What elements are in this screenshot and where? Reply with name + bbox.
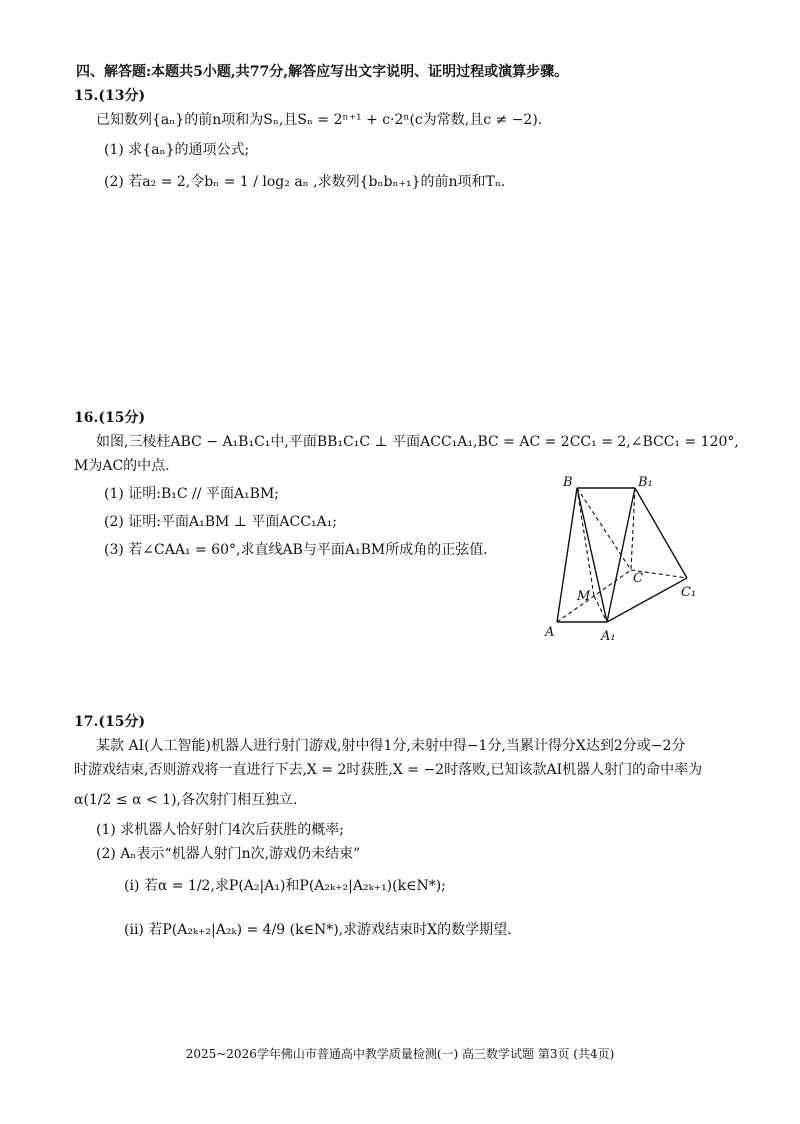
q17-score: (15分) — [98, 714, 146, 730]
edge-B-A — [557, 488, 577, 622]
edge-M-A1 — [594, 596, 607, 622]
q17-stem-line2: 时游戏结束,否则游戏将一直进行下去,X = 2时获胜,X = −2时落败,已知该款AI机器人射门的命中率为 — [74, 762, 703, 778]
edge-B-M — [577, 488, 594, 596]
q17-sub1: (i) 若α = 1/2,求P(A₂|A₁)和P(A₂ₖ₊₂|A₂ₖ₊₁)(k∈N*); — [124, 878, 446, 894]
label-A: A — [545, 625, 555, 640]
q17-stem-line3: α(1/2 ≤ α < 1),各次射门相互独立. — [74, 792, 298, 808]
q17-part2: (2) Aₙ表示“机器人射门n次,游戏仍未结束” — [96, 846, 361, 862]
q16-part2: (2) 证明:平面A₁BM ⊥ 平面ACC₁A₁; — [104, 514, 337, 530]
label-M: M — [577, 589, 591, 604]
label-B: B — [563, 475, 573, 490]
q16-stem-line1: 如图,三棱柱ABC − A₁B₁C₁中,平面BB₁C₁C ⊥ 平面ACC₁A₁,BC = AC = 2CC₁ = 2,∠BCC₁ = 120°, — [96, 434, 739, 450]
edge-B1-C1 — [635, 488, 687, 578]
q15-part1: (1) 求{aₙ}的通项公式; — [104, 142, 250, 158]
label-A1: A₁ — [601, 629, 616, 644]
q16-number: 16. — [74, 410, 99, 426]
q17-stem-line1: 某款 AI(人工智能)机器人进行射门游戏,射中得1分,未射中得−1分,当累计得分X达到2分或−2分 — [96, 738, 686, 754]
q16-part1: (1) 证明:B₁C // 平面A₁BM; — [104, 486, 280, 502]
q17-sub2: (ii) 若P(A₂ₖ₊₂|A₂ₖ) = 4/9 (k∈N*),求游戏结束时X的数学期望. — [124, 922, 512, 938]
label-C: C — [633, 571, 643, 586]
q15-stem: 已知数列{aₙ}的前n项和为Sₙ,且Sₙ = 2ⁿ⁺¹ + c·2ⁿ(c为常数,且c ≠ −2). — [96, 112, 543, 128]
q17-heading — [74, 712, 145, 732]
q16-heading — [74, 408, 145, 428]
section-header: 四、解答题:本题共5小题,共77分,解答应写出文字说明、证明过程或演算步骤。 — [76, 64, 569, 80]
q16-stem-line2: M为AC的中点. — [74, 458, 170, 474]
q17-number: 17. — [74, 714, 99, 730]
edge-B-C — [577, 488, 631, 570]
q16-score: (15分) — [98, 410, 146, 426]
label-B1: B₁ — [638, 475, 653, 490]
page-footer: 2025~2026学年佛山市普通高中教学质量检测(一) 高三数学试题 第3页 (共4页) — [185, 1047, 615, 1061]
q15-part2: (2) 若a₂ = 2,令bₙ = 1 / log₂ aₙ ,求数列{bₙbₙ₊₁}的前n项和Tₙ. — [104, 174, 506, 190]
q15-score: (13分) — [98, 88, 146, 104]
q15-heading — [74, 86, 145, 106]
q15-number: 15. — [74, 88, 99, 104]
edge-A1-C1 — [607, 578, 687, 622]
prism-figure — [535, 470, 715, 650]
q17-part1: (1) 求机器人恰好射门4次后获胜的概率; — [96, 822, 344, 838]
q16-part3: (3) 若∠CAA₁ = 60°,求直线AB与平面A₁BM所成角的正弦值. — [104, 542, 488, 558]
label-C1: C₁ — [681, 585, 697, 600]
